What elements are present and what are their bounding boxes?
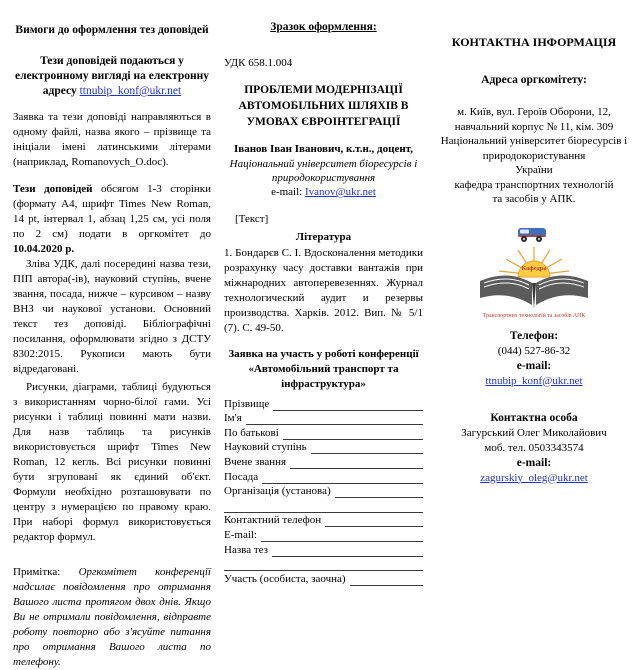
note-paragraph (13, 565, 211, 670)
contact-person-block (437, 411, 631, 486)
logo-arc-text: Кафедра (521, 264, 547, 272)
text-placeholder: [Текст] (235, 213, 269, 225)
form-field-label: Участь (особиста, заочна) (224, 572, 346, 585)
form-field-input-line[interactable] (261, 530, 423, 542)
format-paragraph (13, 182, 211, 257)
submission-text: Тези доповідей подаються у електронному вигляді на електронну адресу (15, 55, 209, 97)
literature-heading: Література (295, 231, 352, 243)
form-field-row (224, 469, 423, 484)
address-line: України (515, 164, 553, 176)
format-paragraph-body: обсягом 1-3 сторінки (формату А4, шрифт Times New Roman, 14 pt, інтервал 1, абзац 1,25 см, усі поля по 2 см) подати в оргкомітет до (13, 183, 211, 240)
form-field-label: Назва тез (224, 543, 269, 556)
sample-author: Іванов Іван Іванович, к.т.н., доцент, (233, 143, 413, 155)
form-field-row (224, 411, 423, 426)
reference-entry: 1. Бондарєв С. І. Вдосконалення методики розрахунку часу доставки вантажів при міжнародних автоперевезеннях. Журнал технологический аудит и резервы производства. Харків. 2012. Вип. № 5/1 (7). С. 49-50. (224, 247, 423, 334)
form-field-label: E-mail: (224, 528, 257, 541)
form-field-row (224, 527, 423, 542)
address-line: Національний університет біоресурсів і (440, 135, 628, 147)
application-heading: Заявка на участь у роботі конференції «Автомобільний транспорт та інфраструктура» (228, 348, 419, 390)
form-field-input-line[interactable] (273, 399, 423, 411)
form-field-input-line[interactable] (290, 457, 423, 469)
open-book-icon (480, 275, 588, 309)
truck-icon (518, 228, 546, 242)
format-deadline: 10.04.2020 р. (13, 243, 75, 255)
form-field-input-line[interactable] (335, 486, 423, 498)
form-field-label: Організація (установа) (224, 485, 331, 498)
form-field-input-line[interactable] (311, 442, 423, 454)
file-naming-paragraph: Заявка та тези доповіді направляються в одному файлі, назва якого – прізвище та ініціали імені латинськими літерами (наприклад, Romanovych_O.doc). (13, 111, 211, 168)
form-field-label: Прізвище (224, 397, 270, 410)
form-field-extra-line[interactable] (224, 557, 423, 572)
note-label: Примітка: (13, 566, 61, 578)
contact-person-name: Загурський Олег Миколайович (461, 426, 607, 439)
address-line: навчальний корпус № 11, кім. 309 (454, 120, 614, 133)
form-field-row (224, 454, 423, 469)
phone-number: (044) 527-86-32 (497, 344, 571, 357)
contact-email-label: e-mail: (516, 456, 552, 469)
email-label: e-mail: (516, 359, 552, 372)
form-field-row (224, 484, 423, 499)
spacer (437, 389, 631, 411)
phone-label: Телефон: (509, 329, 559, 342)
phone-block (437, 329, 631, 389)
form-field-input-line[interactable] (262, 472, 423, 484)
contact-info-heading: КОНТАКТНА ІНФОРМАЦІЯ (451, 35, 617, 49)
form-field-input-line[interactable] (350, 574, 423, 586)
address-line: м. Київ, вул. Героїв Оборони, 12, (457, 106, 611, 118)
sample-email-line (224, 185, 423, 200)
sample-affiliation: Національний університет біоресурсів і природокористування (229, 158, 418, 184)
form-field-row (224, 513, 423, 528)
form-field-row (224, 542, 423, 557)
form-field-label: Ім'я (224, 412, 242, 425)
layout-paragraph: Зліва УДК, далі посередині назва тези, ПІП автора(-ів), науковий ступінь, вчене звання, посада, нижче – курсивом – назву ВНЗ чи наукової установи. Основний текст тез доповіді. Бібліографічні посилання, оформлювати згідно з ДСТУ 8302:2015. Рукописи мають бути відредаговані. (13, 258, 211, 375)
form-field-label: Посада (224, 470, 259, 483)
department-logo (466, 217, 602, 319)
form-field-label: Контактний телефон (224, 514, 322, 527)
form-field-label: Вчене звання (224, 455, 287, 468)
sample-heading: Зразок оформлення: (270, 21, 377, 33)
contact-person-email-link[interactable]: zagurskiy_oleg@ukr.net (480, 471, 588, 484)
submission-instructions (13, 54, 211, 99)
form-field-label: Науковий ступінь (224, 441, 307, 454)
logo-caption: Транспортних технологій та засобів АПК (482, 312, 586, 319)
note-text: Оргкомітет конференції надсилає повідомлення про отримання Вашого листа протягом двох днів. Якщо Ви не отримали повідомлення, відправте роботу повторно або з'ясуйте питання про отримання Вашого листа по телефону. (13, 566, 211, 668)
form-field-input-line[interactable] (272, 545, 423, 557)
form-field-input-line[interactable] (325, 515, 423, 527)
address-line: кафедра транспортних технологій (454, 178, 614, 191)
form-field-row (224, 425, 423, 440)
form-field-extra-line[interactable] (224, 498, 423, 513)
committee-address-heading: Адреса оргкомітету: (481, 74, 587, 86)
contact-person-phone: моб. тел. 0503343574 (484, 441, 584, 454)
sample-column (224, 0, 423, 586)
requirements-column (13, 0, 211, 670)
requirements-heading: Вимоги до оформлення тез доповідей (15, 24, 209, 36)
form-field-row (224, 571, 423, 586)
format-paragraph-lead: Тези доповідей (13, 183, 93, 195)
form-field-label: По батькові (224, 426, 279, 439)
udc-code: УДК 658.1.004 (224, 57, 293, 69)
sample-email-label: e-mail: (271, 186, 305, 198)
form-field-row (224, 440, 423, 455)
sample-paper-title: ПРОБЛЕМИ МОДЕРНІЗАЦІЇ АВТОМОБІЛЬНИХ ШЛЯХІВ В УМОВАХ ЄВРОІНТЕГРАЦІЇ (238, 84, 409, 128)
contact-person-heading: Контактна особа (490, 411, 578, 424)
committee-email-link[interactable]: ttnubip_konf@ukr.net (485, 374, 583, 387)
submission-email-link[interactable]: ttnubip_konf@ukr.net (79, 85, 182, 97)
form-field-row (224, 396, 423, 411)
form-field-input-line[interactable] (246, 413, 423, 425)
contacts-column (437, 0, 631, 486)
address-line: природокористування (482, 149, 586, 162)
figures-paragraph: Рисунки, діаграми, таблиці будуються з використанням чорно-білої гами. Усі рисунки і таблиці повинні мати назви. Для назв таблиць та рисунків використовується шрифт Times New Roman, 12 кегль. Всі рисунки повинні бути згруповані як єдиний об'єкт. Формули необхідно розташовувати по центру з нумерацією по правому краю. При наборі формул використовується редактор формул. (13, 381, 211, 543)
form-field-input-line[interactable] (283, 428, 423, 440)
sample-email-link[interactable]: Ivanov@ukr.net (304, 186, 376, 198)
application-form (224, 396, 423, 586)
address-line: та засобів у АПК. (492, 193, 576, 205)
committee-address (437, 105, 631, 207)
